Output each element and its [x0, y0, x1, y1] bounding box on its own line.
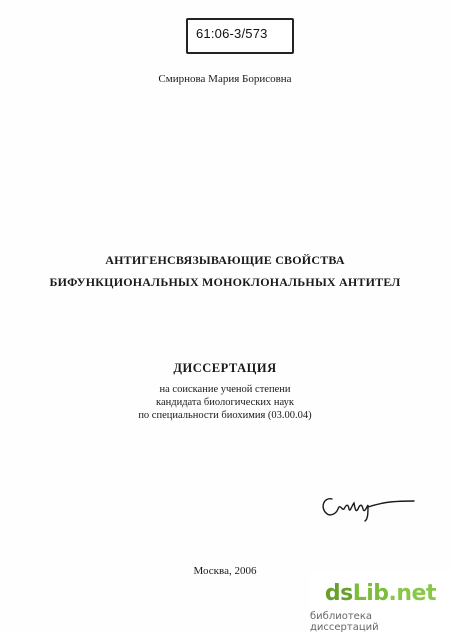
logo-part-net: .net: [388, 581, 436, 606]
subtitle-line-1: на соискание ученой степени: [159, 384, 291, 395]
stamp-code: 61:06-3/573: [196, 26, 268, 41]
subtitle-line-3: по специальности биохимия (03.00.04): [138, 410, 312, 421]
logo-part-ds: ds: [324, 581, 353, 606]
logo-part-lib: Lib: [352, 581, 389, 606]
handwritten-signature: [318, 487, 418, 523]
dslib-logo: [325, 581, 436, 606]
dslib-watermark: [310, 571, 450, 633]
author-name: Смирнова Мария Борисовна: [158, 73, 292, 85]
library-stamp: [186, 18, 294, 54]
place-and-year: Москва, 2006: [193, 565, 257, 577]
watermark-tagline: библиотека диссертаций: [310, 611, 379, 633]
title-line-1: АНТИГЕНСВЯЗЫВАЮЩИЕ СВОЙСТВА: [105, 253, 345, 267]
title-line-2: БИФУНКЦИОНАЛЬНЫХ МОНОКЛОНАЛЬНЫХ АНТИТЕЛ: [49, 275, 401, 289]
subtitle-line-2: кандидата биологических наук: [156, 397, 294, 408]
document-type: ДИССЕРТАЦИЯ: [173, 361, 277, 375]
